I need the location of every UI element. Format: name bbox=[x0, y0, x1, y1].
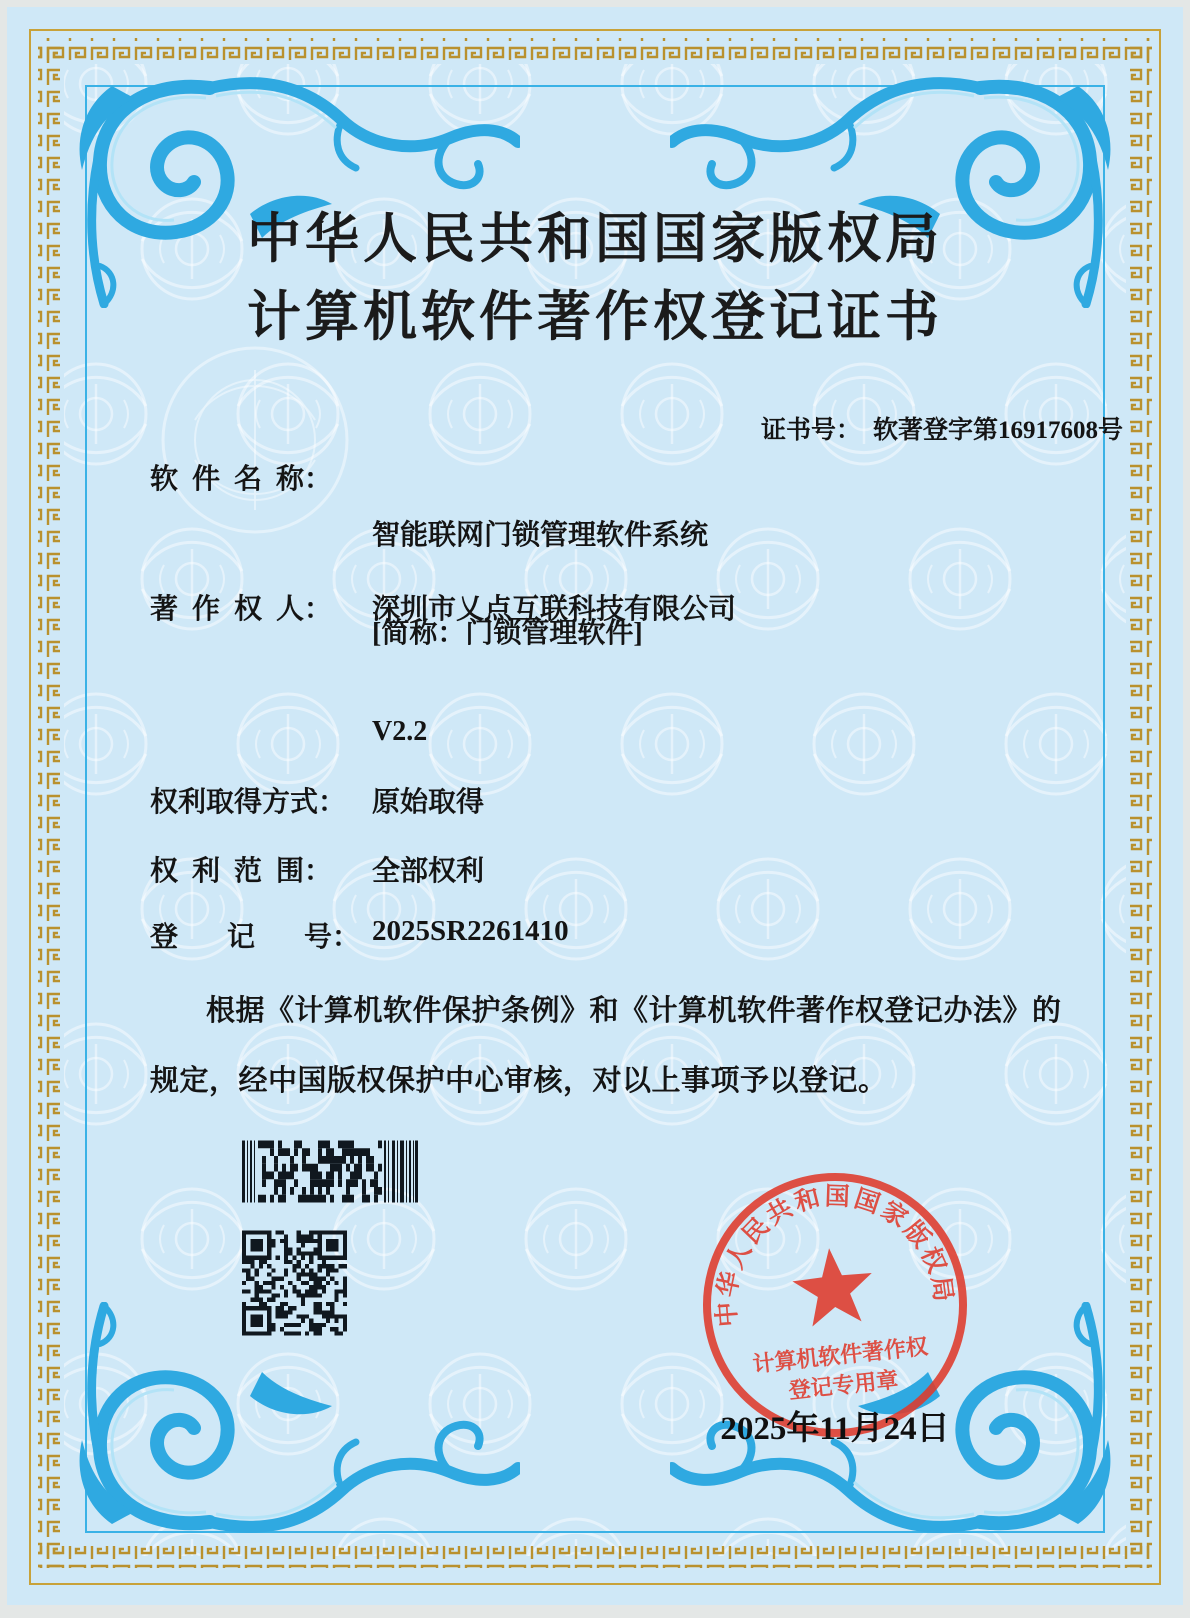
issue-date: 2025年11月24日 bbox=[720, 1411, 950, 1447]
software-name-label: 软 件 名 称： bbox=[150, 464, 333, 495]
copyright-owner-value: 深圳市乂点互联科技有限公司 bbox=[372, 594, 737, 625]
software-version: V2.2 bbox=[372, 716, 428, 747]
corner-ornament-bottom-left bbox=[60, 1302, 520, 1552]
certificate-number-value: 软著登字第16917608号 bbox=[873, 417, 1124, 444]
software-name-line2: [简称：门锁管理软件] bbox=[372, 618, 643, 649]
rights-scope-value: 全部权利 bbox=[372, 856, 485, 887]
copyright-owner-label: 著 作 权 人： bbox=[150, 594, 333, 625]
seal-arc-text: 中华人民共和国国家版权局 bbox=[713, 1183, 957, 1328]
certificate-number bbox=[736, 382, 1123, 474]
title-line-2: 计算机软件著作权登记证书 bbox=[247, 287, 943, 347]
software-name-value bbox=[372, 455, 708, 813]
software-name-line1: 智能联网门锁管理软件系统 bbox=[372, 520, 709, 551]
certificate-number-label: 证书号： bbox=[761, 417, 862, 444]
barcode bbox=[242, 1140, 418, 1203]
seal-red-star bbox=[789, 1244, 876, 1328]
acquisition-label: 权利取得方式： bbox=[150, 787, 347, 818]
qr-code bbox=[242, 1230, 347, 1336]
acquisition-value: 原始取得 bbox=[372, 787, 485, 818]
seal-inner-line1: 计算机软件著作权 bbox=[751, 1333, 930, 1377]
seal-inner-line2: 登记专用章 bbox=[787, 1366, 900, 1404]
registration-number-label: 登 记 号： bbox=[150, 922, 361, 953]
statement-line-1: 根据《计算机软件保护条例》和《计算机软件著作权登记办法》的 bbox=[206, 995, 1062, 1027]
registration-number-value: 2025SR2261410 bbox=[372, 915, 569, 947]
rights-scope-label: 权 利 范 围： bbox=[150, 856, 333, 887]
title-line-1: 中华人民共和国国家版权局 bbox=[247, 209, 943, 269]
statement-line-2: 规定，经中国版权保护中心审核，对以上事项予以登记。 bbox=[150, 1065, 888, 1097]
